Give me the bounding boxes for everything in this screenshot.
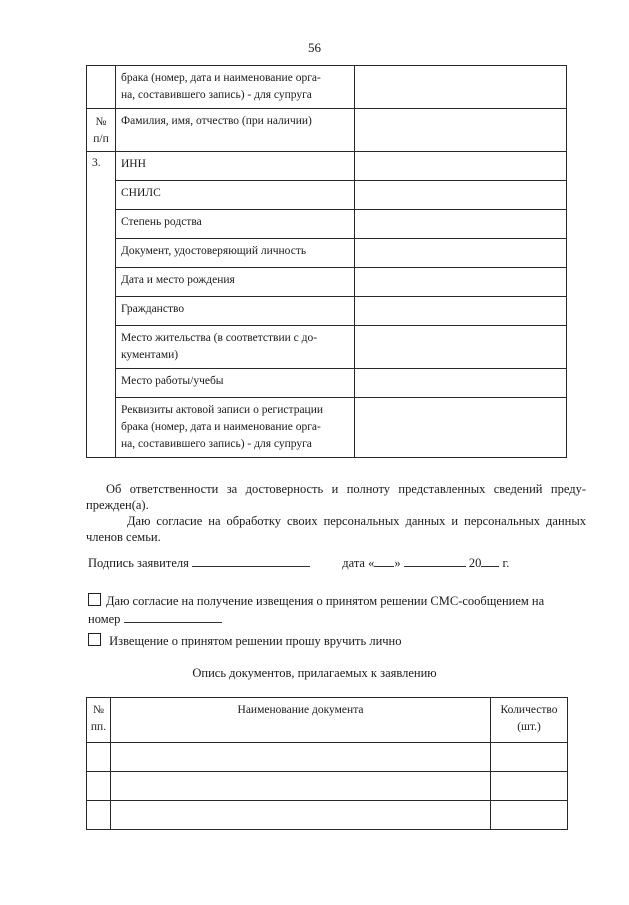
responsibility-statement: Об ответственности за достоверность и полноту представленных сведений преду-прежден(а). bbox=[86, 482, 586, 512]
row-label: Реквизиты актовой записи о регистрации брака (номер, дата и наименование орга- на, составившего запись) - для супруга bbox=[116, 398, 355, 458]
row-value-field[interactable] bbox=[355, 181, 567, 210]
row-value-field[interactable] bbox=[355, 297, 567, 326]
sms-option-label: Даю согласие на получение извещения о принятом решении СМС-сообщением на номер bbox=[88, 594, 545, 626]
row-value-field[interactable] bbox=[355, 210, 567, 239]
signature-field[interactable] bbox=[192, 554, 310, 567]
cell-document-name[interactable] bbox=[111, 743, 491, 772]
row-label: Документ, удостоверяющий личность bbox=[116, 239, 355, 268]
sms-option bbox=[88, 593, 578, 628]
row-label: Фамилия, имя, отчество (при наличии) bbox=[116, 109, 355, 152]
year-prefix: 20 bbox=[468, 556, 482, 570]
row-value-field[interactable] bbox=[355, 369, 567, 398]
row-label: Место работы/учебы bbox=[116, 369, 355, 398]
table-row bbox=[87, 801, 568, 830]
cell-number[interactable] bbox=[87, 743, 111, 772]
row-label: Место жительства (в соответствии с до- кументами) bbox=[116, 326, 355, 369]
table-row bbox=[87, 398, 567, 458]
documents-header-row bbox=[87, 698, 568, 743]
table-row bbox=[87, 268, 567, 297]
table-row bbox=[87, 152, 567, 181]
consent-statement: Даю согласие на обработку своих персональных данных и персональных данных членов семьи. bbox=[86, 514, 586, 544]
date-year-field[interactable] bbox=[481, 554, 499, 567]
date-day-field[interactable] bbox=[374, 554, 394, 567]
header-number: № пп. bbox=[87, 698, 111, 743]
cell-quantity[interactable] bbox=[491, 772, 568, 801]
table-row bbox=[87, 743, 568, 772]
table-row bbox=[87, 181, 567, 210]
row-number-cell: № п/п bbox=[87, 109, 116, 152]
sms-checkbox[interactable] bbox=[88, 593, 101, 606]
person-details-table bbox=[86, 65, 567, 458]
header-quantity: Количество (шт.) bbox=[491, 698, 568, 743]
year-suffix: г. bbox=[502, 556, 510, 570]
table-row bbox=[87, 326, 567, 369]
cell-quantity[interactable] bbox=[491, 743, 568, 772]
documents-table bbox=[86, 697, 568, 830]
cell-quantity[interactable] bbox=[491, 801, 568, 830]
documents-inventory-title: Опись документов, прилагаемых к заявлению bbox=[192, 666, 437, 680]
cell-document-name[interactable] bbox=[111, 801, 491, 830]
date-month-field[interactable] bbox=[404, 554, 466, 567]
row-value-field[interactable] bbox=[355, 239, 567, 268]
personal-option bbox=[88, 633, 578, 650]
signature-line bbox=[88, 554, 588, 571]
row-label: Степень родства bbox=[116, 210, 355, 239]
phone-number-field[interactable] bbox=[124, 610, 222, 623]
cell-number[interactable] bbox=[87, 772, 111, 801]
header-document-name: Наименование документа bbox=[111, 698, 491, 743]
row-value-field[interactable] bbox=[355, 152, 567, 181]
page-number: 56 bbox=[308, 40, 321, 55]
table-row bbox=[87, 772, 568, 801]
row-label: Гражданство bbox=[116, 297, 355, 326]
table-row bbox=[87, 369, 567, 398]
table-row bbox=[87, 109, 567, 152]
row-number-cell bbox=[87, 66, 116, 109]
row-value-field[interactable] bbox=[355, 268, 567, 297]
row-label: ИНН bbox=[116, 152, 355, 181]
cell-document-name[interactable] bbox=[111, 772, 491, 801]
cell-number[interactable] bbox=[87, 801, 111, 830]
table-row bbox=[87, 210, 567, 239]
row-label: брака (номер, дата и наименование орга- на, составившего запись) - для супруга bbox=[116, 66, 355, 109]
row-value-field[interactable] bbox=[355, 66, 567, 109]
row-value-field[interactable] bbox=[355, 398, 567, 458]
signature-label: Подпись заявителя bbox=[88, 556, 189, 570]
row-value-field[interactable] bbox=[355, 326, 567, 369]
date-label: дата « bbox=[342, 556, 375, 570]
table-row bbox=[87, 297, 567, 326]
row-label: Дата и место рождения bbox=[116, 268, 355, 297]
personal-checkbox[interactable] bbox=[88, 633, 101, 646]
personal-option-label: Извещение о принятом решении прошу вручить лично bbox=[109, 634, 402, 648]
row-number-cell: 3. bbox=[87, 152, 116, 458]
table-row bbox=[87, 66, 567, 109]
row-value-field[interactable] bbox=[355, 109, 567, 152]
date-close: » bbox=[394, 556, 401, 570]
table-row bbox=[87, 239, 567, 268]
row-label: СНИЛС bbox=[116, 181, 355, 210]
